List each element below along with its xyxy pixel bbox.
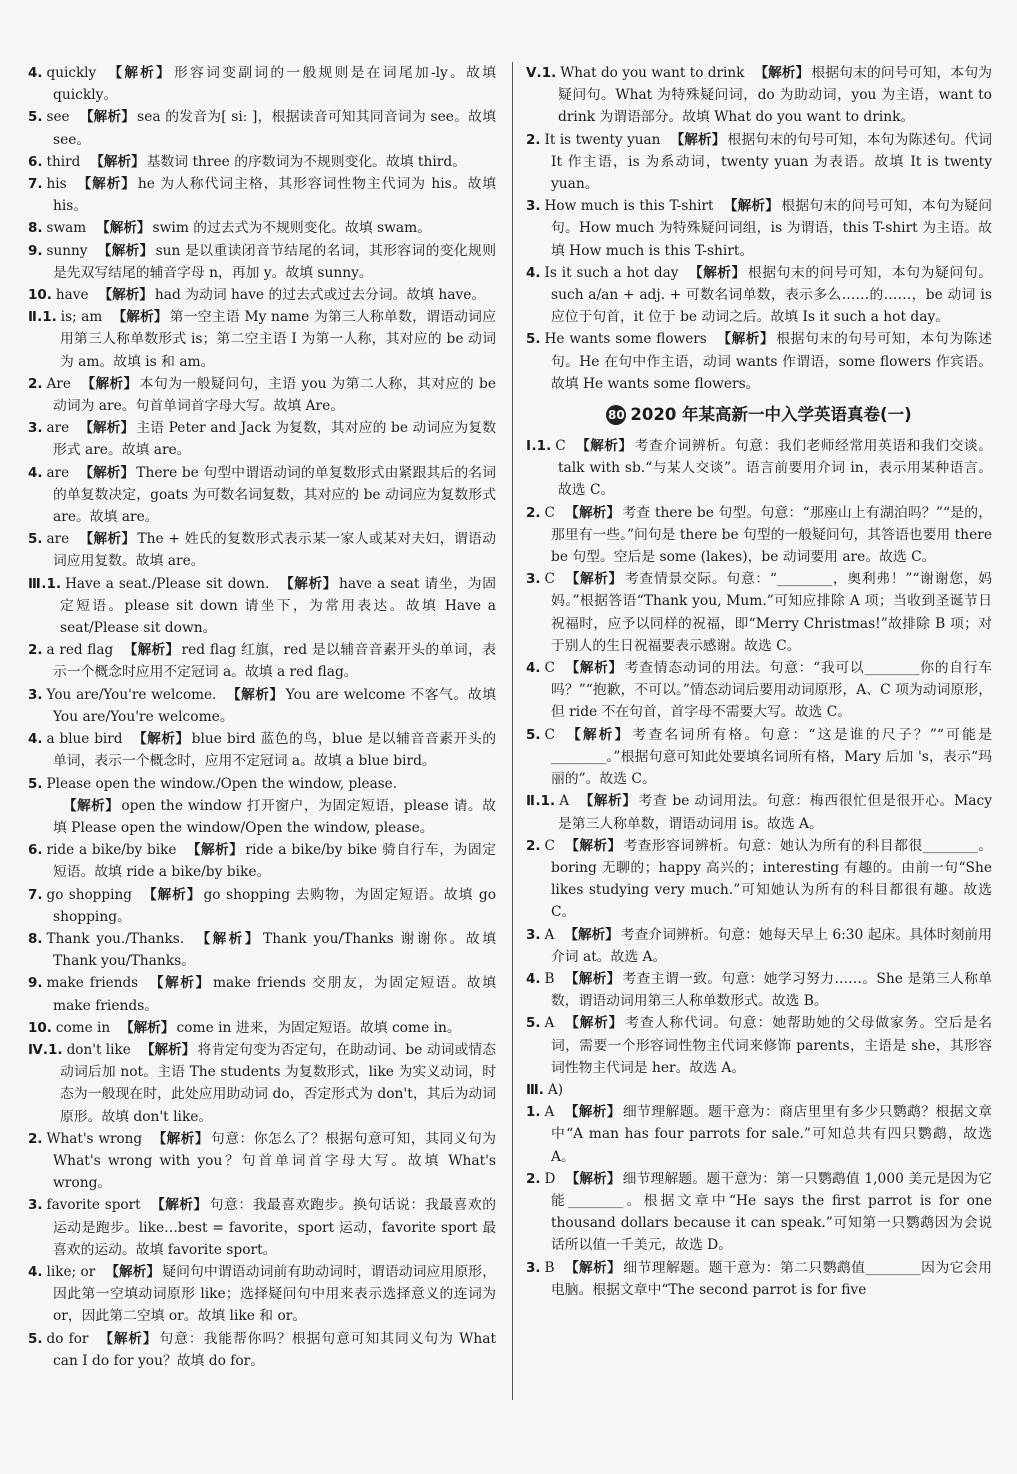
answer-item	[28, 528, 496, 572]
answer-text: A)	[547, 1081, 564, 1098]
item-number: 3.	[526, 1259, 541, 1276]
explanation-text: 根据句末的问号可知，本句为疑问句。How much 为特殊疑问词组，is 为谓语，this T-shirt 为主语。故填 How much is this T-shirt。	[551, 198, 993, 259]
answer-item	[526, 502, 992, 569]
answer-text: favorite sport	[46, 1197, 141, 1214]
analysis-tag: 【解析】	[564, 571, 623, 588]
explanation-text: There be 句型中谓语动词的单复数形式由紧跟其后的名词的单复数决定，goats 为可数名词复数，其对应的 be 动词应为复数形式 are。故填 are。	[53, 464, 497, 526]
item-number: 9.	[28, 975, 43, 992]
section-roman-numeral: Ⅲ.	[526, 1081, 544, 1098]
item-number: 6.	[28, 153, 43, 170]
analysis-tag: 【解析】	[79, 420, 135, 437]
explanation-text: red flag 红旗，red 是以辅音音素开头的单词，表示一个概念时应用不定冠词 a。故填 a red flag。	[53, 642, 496, 681]
answer-text: Is it such a hot day	[544, 264, 679, 281]
answer-item	[526, 1012, 992, 1079]
answer-item	[28, 1328, 496, 1372]
answer-item	[28, 306, 496, 373]
analysis-tag: 【解析】	[564, 504, 621, 521]
answer-text: is; am	[60, 309, 103, 326]
explanation-text: swim 的过去式为不规则变化。故填 swam。	[152, 220, 432, 237]
explanation-text: 考查情态动词的用法。句意：“我可以________你的自行车吗？”“抱歉，不可以。”情态动词后要用动词原形，A、C 项为动词原形，但 ride 不在句首，首字母不需要大写。故选 C。	[551, 660, 992, 721]
answer-item	[526, 790, 992, 834]
item-number: 4.	[28, 464, 43, 481]
item-number: 2.	[28, 375, 43, 392]
analysis-tag: 【解析】	[132, 731, 190, 748]
answer-text: Are	[46, 375, 71, 392]
section-roman-numeral: Ⅳ.	[28, 1041, 49, 1058]
analysis-tag: 【解析】	[98, 287, 153, 304]
section-roman-numeral: Ⅰ.	[526, 438, 537, 455]
explanation-text: 句意：你怎么了？根据句意可知，其同义句为 What's wrong with you？句首单词首字母大写。故填 What's wrong。	[53, 1130, 497, 1192]
analysis-tag: 【解析】	[148, 975, 211, 992]
explanation-text: 考查名词所有格。句意：“这是谁的尺子？”“可能是________。”根据句意可知此处要填名词所有格，Mary 后加 's，表示“玛丽的”。故选 C。	[551, 726, 992, 788]
item-number: 4.	[526, 264, 541, 281]
item-number: 5.	[526, 726, 541, 743]
answer-text: A	[544, 1104, 555, 1121]
item-number: 1.	[526, 1104, 541, 1121]
section-roman-numeral: Ⅴ.	[526, 65, 542, 81]
explanation-text: ride a bike/by bike 骑自行车，为固定短语。故填 ride a bike/by bike。	[53, 842, 496, 881]
answer-text: Please open the window./Open the window, please.	[46, 775, 398, 792]
right-column	[526, 62, 992, 1301]
item-number: 1.	[540, 793, 556, 810]
answer-text: B	[544, 970, 555, 987]
explanation-text: open the window 打开窗户，为固定短语，please 请。故填 Please open the window/Open the window, please。	[53, 797, 497, 836]
explanation-text: 细节理解题。题干意为：第一只鹦鹉值 1,000 美元是因为它能________。根据文章中“He says the first parrot is for one thousand dollars because it can speak.”可知第一只鹦鹉因为会说话所以值一千美元，故选 D。	[551, 1170, 992, 1254]
analysis-tag: 【解析】	[564, 660, 623, 677]
analysis-tag: 【解析】	[79, 464, 135, 481]
answer-item	[526, 568, 992, 657]
answer-item	[526, 1257, 992, 1301]
answer-item	[28, 1017, 496, 1039]
explanation-text: Thank you/Thanks 谢谢你。故填 Thank you/Thanks。	[53, 930, 497, 970]
answer-text: C	[544, 660, 555, 677]
answer-text: What's wrong	[46, 1130, 143, 1147]
explanation-text: 形容词变副词的一般规则是在词尾加-ly。故填 quickly。	[53, 65, 497, 104]
answer-item	[28, 217, 496, 239]
analysis-tag: 【解析】	[575, 438, 633, 455]
analysis-tag: 【解析】	[579, 793, 637, 810]
answer-text: It is twenty yuan	[544, 131, 661, 148]
item-number: 5.	[28, 775, 43, 792]
answer-text: You are/You're welcome.	[46, 686, 217, 703]
answer-item	[526, 1101, 992, 1168]
item-number: 2.	[28, 642, 43, 659]
explanation-text: 细节理解题。题干意为：商店里里有多少只鹦鹉？根据文章中“A man has four parrots for sale.”可知总共有四只鹦鹉，故选 A。	[551, 1104, 993, 1165]
answer-item	[28, 240, 496, 284]
explanation-text: 考查介词辨析。句意：我们老师经常用英语和我们交谈。talk with sb.“与某人交谈”。语言前要用介词 in，表示用某种语言。故选 C。	[558, 438, 993, 499]
answer-text: see	[46, 109, 70, 126]
item-number: 5.	[526, 1015, 541, 1032]
explanation-text: 根据句末的问号可知，本句为疑问句。such a/an + adj. + 可数名词单数，表示多么……的……，be 动词 is 应位于句首，it 位于 be 动词之后。故填 Is it such a hot day。	[551, 264, 993, 326]
section-title-text: 2020 年某高新一中入学英语真卷(一)	[630, 405, 912, 425]
analysis-tag: 【解析】	[98, 1330, 158, 1347]
analysis-tag: 【解析】	[279, 575, 337, 592]
answer-item	[28, 62, 496, 106]
item-number: 1.	[541, 65, 557, 81]
answer-item	[28, 573, 496, 640]
answer-item	[28, 839, 496, 883]
explanation-text: 基数词 three 的序数词为不规则变化。故填 third。	[146, 153, 466, 170]
answer-item	[526, 835, 992, 924]
item-number: 3.	[28, 1197, 43, 1214]
answer-item	[28, 884, 496, 928]
answer-item	[526, 262, 992, 329]
analysis-tag: 【解析】	[564, 837, 622, 854]
right-column-top	[526, 62, 992, 395]
answer-item	[28, 1039, 496, 1128]
section-roman-numeral: Ⅲ.	[28, 575, 47, 592]
explanation-text: 考查人称代词。句意：她帮助她的父母做家务。空后是名词，需要一个形容词性物主代词来修饰 parents，主语是 she，其形容词性物主代词是 her。故选 A。	[551, 1015, 993, 1076]
analysis-tag: 【解析】	[141, 886, 202, 903]
analysis-tag: 【解析】	[150, 1197, 208, 1214]
answer-item	[28, 106, 496, 150]
answer-text: third	[46, 153, 81, 170]
explanation-text: 句意：我最喜欢跑步。换句话说：我最喜欢的运动是跑步。like…best = favorite，sport 运动，favorite sport 最喜欢的运动。故填 favorite sport。	[53, 1197, 497, 1258]
analysis-tag: 【解析】	[723, 198, 780, 215]
answer-text: have	[55, 287, 89, 304]
item-number: 2.	[526, 1170, 541, 1187]
item-number: 4.	[28, 731, 43, 748]
answer-item	[526, 924, 992, 968]
analysis-tag: 【解析】	[79, 109, 136, 126]
answer-text: C	[544, 571, 555, 588]
item-number: 5.	[28, 1330, 43, 1347]
answer-text: A	[559, 793, 570, 810]
analysis-tag: 【解析】	[564, 926, 619, 943]
explanation-text: have a seat 请坐，为固定短语。please sit down 请坐下，为常用表达。故填 Have a seat/Please sit down。	[60, 575, 497, 637]
right-column-bottom	[526, 435, 992, 1301]
item-number: 6.	[28, 842, 43, 859]
answer-item	[28, 639, 496, 683]
explanation-text: 主语 Peter and Jack 为复数，其对应的 be 动词应为复数形式 are。故填 are。	[53, 420, 497, 459]
answer-item	[526, 435, 992, 502]
answer-item	[526, 968, 992, 1012]
analysis-tag: 【解析】	[63, 797, 120, 814]
analysis-tag: 【解析】	[565, 1170, 621, 1187]
analysis-tag: 【解析】	[76, 176, 136, 193]
explanation-text: blue bird 蓝色的鸟，blue 是以辅音音素开头的单词，表示一个概念时，应用不定冠词 a。故填 a blue bird。	[53, 731, 497, 770]
analysis-tag: 【解析】	[152, 1130, 209, 1147]
explanation-text: 考查介词辨析。句意：她每天早上 6:30 起床。具体时刻前用介词 at。故选 A。	[551, 926, 992, 965]
answer-text: are	[46, 464, 70, 481]
answer-text: C	[544, 504, 555, 521]
item-number: 3.	[526, 198, 541, 215]
analysis-tag: 【解析】	[79, 531, 136, 548]
answer-text: are	[46, 531, 70, 548]
answer-item	[526, 328, 992, 395]
item-number: 3.	[526, 926, 541, 943]
analysis-tag: 【解析】	[194, 930, 261, 947]
answer-text: swam	[46, 220, 87, 237]
answer-text: Have a seat./Please sit down.	[65, 575, 270, 592]
section-number-badge: 80	[606, 405, 626, 425]
answer-item	[526, 1168, 992, 1257]
answer-text: C	[544, 726, 555, 743]
answer-text: A	[544, 1015, 555, 1032]
explanation-text: sea 的发音为[ siː ]，根据读音可知其同音词为 see。故填 see。	[53, 109, 496, 148]
answer-text: C	[544, 837, 555, 854]
answer-text: quickly	[46, 65, 97, 81]
answer-item	[28, 928, 496, 972]
item-number: 5.	[526, 331, 541, 348]
analysis-tag: 【解析】	[186, 842, 244, 859]
answer-item	[28, 284, 496, 306]
item-number: 1.	[536, 438, 552, 455]
answer-text: ride a bike/by bike	[46, 842, 177, 859]
answer-item	[526, 62, 992, 129]
explanation-text: 根据句末的问号可知，本句为疑问句。What 为特殊疑问词，do 为助动词，you 为主语，want to drink 为谓语部分。故填 What do you want to drink。	[558, 65, 993, 126]
explanation-text: 考查 there be 句型。句意：“那座山上有湖泊吗？”“是的，那里有一些。”问句是 there be 句型的一般疑问句，其答语也要用 there be 句型。空后是 some (lakes)，be 动词要用 are。故选 C。	[551, 504, 993, 566]
answer-item	[28, 173, 496, 217]
answer-item	[526, 129, 992, 196]
explanation-text: The + 姓氏的复数形式表示某一家人或某对夫妇，谓语动词应用复数。故填 are。	[53, 531, 496, 570]
analysis-tag: 【解析】	[90, 153, 145, 170]
answer-item	[28, 373, 496, 417]
answer-text: How much is this T-shirt	[544, 198, 714, 215]
answer-text: D	[544, 1170, 556, 1187]
item-number: 1.	[42, 309, 57, 326]
answer-item	[526, 195, 992, 262]
item-number: 4.	[526, 970, 541, 987]
section-roman-numeral: Ⅱ.	[526, 793, 541, 810]
answer-text: come in	[55, 1019, 111, 1036]
analysis-tag: 【解析】	[96, 220, 151, 237]
analysis-tag: 【解析】	[564, 726, 631, 743]
analysis-tag: 【解析】	[670, 131, 726, 148]
explanation-text: 细节理解题。题干意为：第二只鹦鹉值________因为它会用电脑。根据文章中“The second parrot is for five	[551, 1259, 993, 1298]
analysis-tag: 【解析】	[564, 1259, 622, 1276]
explanation-text: 句意：我能帮你吗？根据句意可知其同义句为 What can I do for you？故填 do for。	[53, 1330, 497, 1369]
answer-text: make friends	[46, 975, 139, 992]
item-number: 7.	[28, 176, 43, 193]
item-number: 3.	[28, 686, 43, 703]
answer-text: C	[555, 438, 566, 455]
explanation-text: 考查 be 动词用法。句意：梅西很忙但是很开心。Macy 是第三人称单数，谓语动词用 is。故选 A。	[558, 793, 992, 832]
item-number: 2.	[526, 837, 541, 854]
item-number: 4.	[28, 1263, 43, 1280]
analysis-tag: 【解析】	[105, 1263, 161, 1280]
answer-item	[526, 1079, 992, 1101]
explanation-text: 将肯定句变为否定句，在助动词、be 动词或情态动词后加 not。主语 The students 为复数形式，like 为实义动词，时态为一般现在时，此处应用助动词 do，否定形式为 don't，其后为动词原形。故填 don't like。	[60, 1041, 496, 1125]
answer-text: don't like	[66, 1041, 131, 1058]
explanation-text: had 为动词 have 的过去式或过去分词。故填 have。	[154, 287, 486, 304]
analysis-tag: 【解析】	[123, 642, 180, 659]
analysis-tag: 【解析】	[112, 309, 168, 326]
explanation-text: 本句为一般疑问句，主语 you 为第二人称，其对应的 be 动词为 are。句首单词首字母大写。故填 Are。	[53, 375, 497, 415]
answer-item	[28, 972, 496, 1016]
explanation-text: sun 是以重读闭音节结尾的名词，其形容词的变化规则是先双写结尾的辅音字母 n，再加 y。故填 sunny。	[53, 242, 496, 281]
answer-text: He wants some flowers	[544, 331, 707, 348]
analysis-tag: 【解析】	[754, 65, 810, 81]
item-number: 1.	[48, 1041, 63, 1058]
answer-text: a red flag	[46, 642, 114, 659]
item-number: 10.	[28, 1019, 52, 1036]
analysis-tag: 【解析】	[226, 686, 284, 703]
explanation-text: he 为人称代词主格，其形容词性物主代词为 his。故填 his。	[53, 176, 497, 215]
item-number: 7.	[28, 886, 43, 903]
item-number: 9.	[28, 242, 43, 259]
answer-item	[526, 657, 992, 724]
item-number: 1.	[46, 575, 62, 592]
answer-text: Thank you./Thanks.	[46, 930, 185, 947]
explanation-text: 考查主谓一致。句意：她学习努力……。She 是第三人称单数，谓语动词用第三人称单数形式。故选 B。	[551, 970, 992, 1010]
analysis-tag: 【解析】	[120, 1019, 175, 1036]
analysis-tag: 【解析】	[140, 1041, 196, 1058]
item-number: 10.	[28, 287, 52, 304]
item-number: 5.	[28, 531, 43, 548]
answer-item	[28, 773, 496, 795]
analysis-tag: 【解析】	[564, 1104, 621, 1121]
item-number: 2.	[28, 1130, 43, 1147]
left-column	[28, 62, 496, 1372]
answer-text: B	[544, 1259, 555, 1276]
explanation-text: 考查情景交际。句意：“________，奥利弗！”“谢谢您，妈妈。”根据答语“Thank you, Mum.”可知应排除 A 项；当收到圣诞节日祝福时，应予以同样的祝福，即“Merry Christmas!”故排除 B 项；对于别人的生日祝福要表示感谢。故选 C。	[551, 571, 992, 654]
answer-text: What do you want to drink	[560, 65, 745, 81]
answer-item	[28, 1261, 496, 1328]
section-title	[526, 403, 992, 427]
explanation-text: 第一空主语 My name 为第三人称单数，谓语动词应用第三人称单数形式 is；第二空主语 I 为第一人称，其对应的 be 动词为 am。故填 is 和 am。	[60, 309, 496, 370]
answer-item	[28, 728, 496, 772]
answer-item	[28, 1128, 496, 1195]
analysis-tag: 【解析】	[97, 242, 154, 259]
explanation-text: 疑问句中谓语动词前有助动词时，谓语动词应用原形，因此第一空填动词原形 like；选择疑问句中用来表示选择意义的连词为 or，因此第二空填 or。故填 like 和 or。	[53, 1263, 497, 1325]
answer-text: do for	[46, 1330, 89, 1347]
explanation-text: 考查形容词辨析。句意：她认为所有的科目都很________。boring 无聊的；happy 高兴的；interesting 有趣的。由前一句“She likes studying very much.”可知她认为所有的科目都很有趣。故选 C。	[551, 837, 993, 921]
answer-item	[28, 1194, 496, 1261]
item-number: 5.	[28, 109, 43, 126]
explanation-text: 根据句末的句号可知，本句为陈述句。代词 It 作主语，is 为系动词，twenty yuan 为表语。故填 It is twenty yuan。	[551, 131, 992, 193]
analysis-tag: 【解析】	[564, 970, 621, 987]
answer-text: go shopping	[46, 886, 132, 903]
item-number: 2.	[526, 504, 541, 521]
answer-item	[28, 462, 496, 529]
answer-item	[526, 724, 992, 791]
answer-item	[28, 684, 496, 728]
analysis-tag: 【解析】	[564, 1015, 624, 1032]
explanation-text: come in 进来，为固定短语。故填 come in。	[176, 1019, 461, 1036]
section-roman-numeral: Ⅱ.	[28, 309, 43, 326]
analysis-tag: 【解析】	[106, 65, 172, 81]
answer-item	[28, 417, 496, 461]
answer-text: his	[46, 176, 67, 193]
item-number: 2.	[526, 131, 541, 148]
explanation-text: 根据句末的句号可知，本句为陈述句。He 在句中作主语，动词 wants 作谓语，some flowers 作宾语。故填 He wants some flowers。	[551, 331, 993, 392]
item-number: 4.	[526, 660, 541, 677]
column-divider	[512, 62, 513, 1400]
analysis-tag: 【解析】	[688, 264, 746, 281]
answer-text: A	[544, 926, 555, 943]
answer-text: sunny	[46, 242, 88, 259]
answer-text: like; or	[46, 1263, 96, 1280]
answer-text: are	[46, 420, 70, 437]
item-number: 3.	[28, 420, 43, 437]
item-number: 3.	[526, 571, 541, 588]
answer-item	[28, 795, 496, 839]
answer-item	[28, 151, 496, 173]
analysis-tag: 【解析】	[716, 331, 775, 348]
explanation-text: You are welcome 不客气。故填 You are/You're welcome。	[53, 686, 496, 725]
explanation-text: make friends 交朋友，为固定短语。故填 make friends。	[53, 975, 497, 1014]
item-number: 8.	[28, 220, 43, 237]
answer-text: a blue bird	[46, 731, 123, 748]
explanation-text: go shopping 去购物，为固定短语。故填 go shopping。	[53, 886, 497, 925]
analysis-tag: 【解析】	[80, 375, 138, 392]
item-number: 4.	[28, 65, 43, 81]
item-number: 8.	[28, 930, 43, 947]
